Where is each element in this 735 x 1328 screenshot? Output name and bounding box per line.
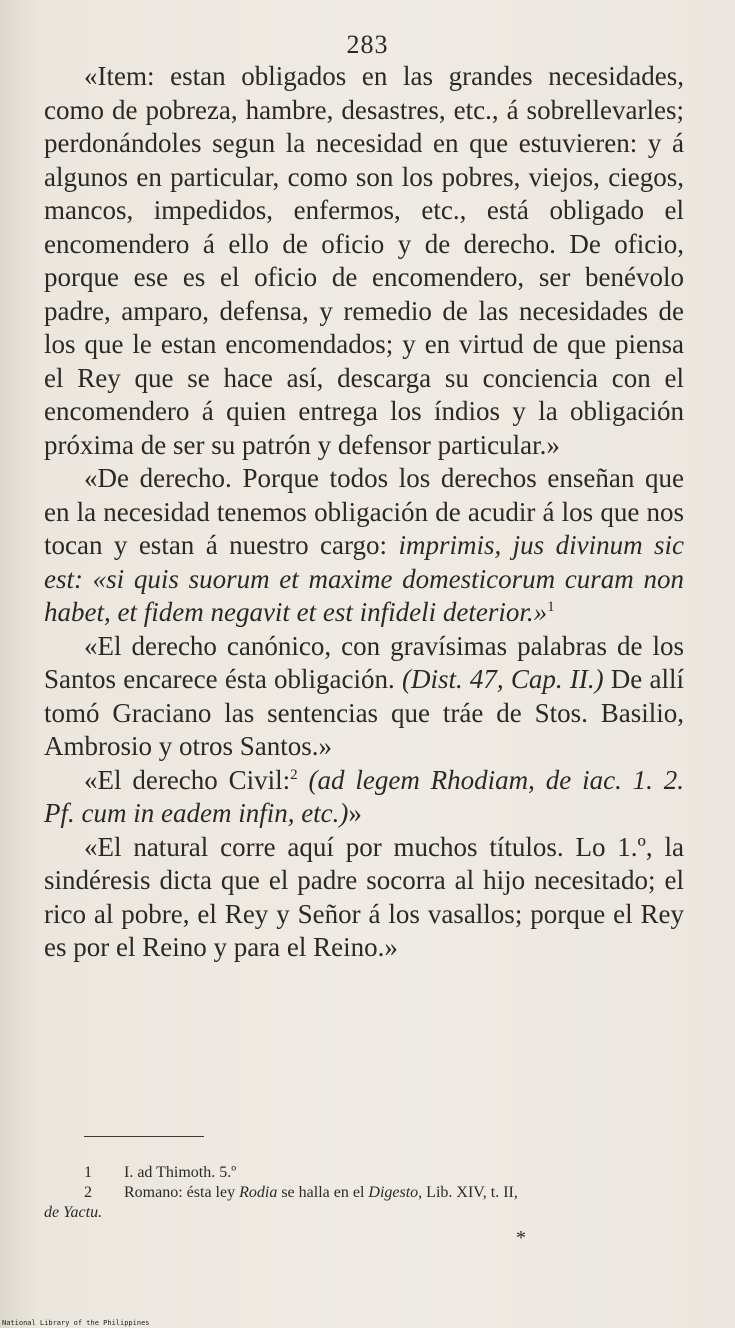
text-run: «De derecho. Porque todos los derechos enseñan que en la necesidad tenemos obligación de acudir á los que nos tocan y estan á nuestro cargo:	[44, 463, 684, 560]
footnote-text: Romano: ésta ley	[124, 1184, 240, 1201]
footnote-2	[44, 1183, 682, 1223]
footnote-text: , Lib. XIV, t. II,	[418, 1184, 518, 1201]
footnote-separator	[84, 1136, 204, 1137]
body-text	[44, 60, 684, 965]
text-run: «El natural corre aquí por muchos títulos. Lo 1.º, la sindéresis dicta que el padre socorra al hijo necesitado; el rico al pobre, el Rey y Señor á los vasallos; porque el Rey es por el Reino y para el Reino.»	[44, 831, 684, 962]
footnote-italic: Rodia	[239, 1184, 278, 1201]
footnote-reference: 2	[290, 766, 298, 783]
footnote-number: 1	[84, 1164, 92, 1181]
paragraph	[44, 831, 684, 965]
footnote-text: I. ad Thimoth. 5.º	[124, 1164, 237, 1181]
text-run: »	[348, 798, 362, 828]
paragraph	[44, 630, 684, 764]
italic-text: (Dist. 47, Cap. II.)	[401, 664, 604, 694]
paragraph	[44, 462, 684, 630]
italic-text: imprimis, jus divinum sic est: «si quis suorum et maxime domesticorum curam non habet, et fidem negavit et est infideli deterior.»	[44, 530, 684, 627]
footnote-text: se halla en el	[277, 1184, 369, 1201]
footnote-continuation: de Yactu.	[44, 1204, 103, 1221]
footnote-1	[44, 1163, 682, 1183]
paragraph	[44, 60, 684, 462]
paragraph	[44, 764, 684, 831]
italic-text: (ad legem Rhodiam, de iac. 1. 2. Pf. cum in eadem infin, etc.)	[44, 764, 685, 828]
text-run: «Item: estan obligados en las grandes necesidades, como de pobreza, hambre, desastres, etc., á sobrellevarles; perdonándoles segun la necesidad en que estuvieren: y á algunos en particular, como son los pobres, viejos, ciegos, mancos, impedidos, enfermos, etc., está obligado el encomendero á ello de oficio y de derecho. De oficio, porque ese es el oficio de encomendero, ser benévolo padre, amparo, defensa, y remedio de las necesidades de los que le estan encomendados; y en virtud de que piensa el Rey que se hace así, descarga su conciencia con el encomendero á quien entrega los índios y la obligación próxima de ser su patrón y defensor particular.»	[44, 61, 684, 460]
footnotes	[44, 1163, 682, 1223]
footnote-italic: Digesto	[368, 1184, 419, 1201]
text-run: «El derecho canónico, con gravísimas palabras de los Santos encarece ésta obligación.	[44, 630, 684, 694]
page-number: 283	[346, 30, 389, 59]
footnote-number: 2	[84, 1184, 92, 1201]
footnote-reference: 1	[547, 599, 555, 615]
text-run: De allí tomó Graciano las sentencias que tráe de Stos. Basilio, Ambrosio y otros Santos.»	[44, 664, 684, 761]
printer-mark-asterisk: *	[516, 1227, 526, 1249]
text-run	[298, 765, 309, 795]
text-run: «El derecho Civil:	[84, 764, 291, 795]
library-credit: National Library of the Philippines	[2, 1319, 150, 1327]
